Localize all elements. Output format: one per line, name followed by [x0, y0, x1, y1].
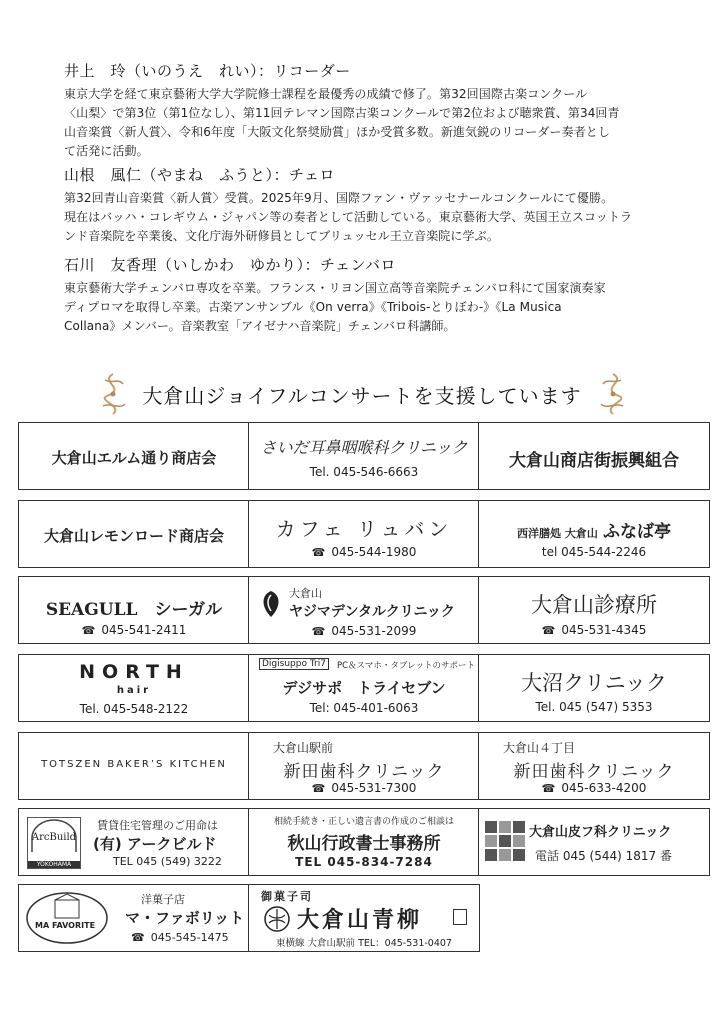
sponsor-tel: Tel. 045-546-6663: [309, 465, 419, 479]
sponsor-card-shoten: [478, 422, 710, 490]
sponsor-tel: TEL 045 (549) 3222: [113, 855, 222, 868]
sponsor-tel: ☎ 045-633-4200: [541, 781, 647, 795]
sponsor-area: 大倉山駅前: [273, 741, 334, 755]
sponsor-note: 相続手続き・正しい遺言書の作成のご相談は: [273, 817, 454, 827]
bio-text: 東京大学を経て東京藝術大学大学院修士課程を最優秀の成績で修了。第32回国際古楽コンクール 〈山梨〉で第3位（第1位なし）、第11回テレマン国際古楽コンクールで第2位および聴衆賞、第34回青 山音楽賞〈新人賞〉、令和6年度「大阪文化祭奨励賞」ほか受賞多数。新進気鋭のリコーダー奏者とし て活発に活動。: [64, 87, 620, 158]
sponsor-name: 大倉山エルム通り商店会: [51, 449, 217, 467]
sponsor-tel: ☎ 045-541-2411: [81, 623, 187, 637]
sponsor-name: (有) アークビルド: [93, 835, 217, 853]
sponsor-card-nitta1: [248, 732, 480, 800]
sponsor-name: マ・ファボリット: [125, 909, 245, 927]
sponsor-card-onuma: [478, 654, 710, 722]
sponsor-card-aoyagi: [248, 884, 480, 952]
sponsor-name: 大倉山レモンロード商店会: [43, 527, 224, 545]
checker-logo-icon: [485, 821, 525, 861]
sponsor-name: 大倉山青柳: [297, 907, 423, 933]
phone-icon: ☎: [541, 624, 556, 637]
seal-icon: [453, 909, 467, 925]
sponsor-tel: ☎ 045-545-1475: [131, 931, 229, 944]
phone-icon: ☎: [541, 782, 556, 795]
bio-heading: 井上 玲（いのうえ れい）：リコーダー: [64, 62, 351, 80]
sponsor-card-elm: [18, 422, 250, 490]
sponsor-footer: 東横線 大倉山駅前 TEL：045-531-0407: [276, 938, 452, 949]
bio-heading: 石川 友香理（いしかわ ゆかり）：チェンバロ: [64, 256, 397, 274]
phone-icon: ☎: [311, 782, 326, 795]
sponsor-name: TOTSZEN BAKER’S KITCHEN: [41, 759, 227, 770]
sponsor-prefix: 御菓子司: [261, 890, 313, 903]
phone-icon: ☎: [311, 625, 326, 638]
sponsor-name: 新田歯科クリニック: [513, 762, 675, 782]
favorite-logo-text: MA FAVORITE: [35, 921, 96, 930]
sponsor-name: デジサポ トライセブン: [282, 679, 446, 697]
sponsor-card-cafe: [248, 500, 480, 568]
sponsor-name: 西洋膳処 大倉山 ふなば亭: [517, 522, 671, 542]
sponsor-name: 新田歯科クリニック: [283, 762, 445, 782]
sponsor-card-yajima: [248, 576, 480, 644]
sponsor-name: カフェ リュバン: [275, 517, 453, 541]
sponsor-sub: hair: [116, 685, 152, 696]
sponsor-card-favorite: [18, 884, 250, 952]
sponsor-card-hifuka: [478, 808, 710, 876]
sponsor-area: 大倉山: [289, 587, 322, 600]
sponsor-tel: ☎ 045-531-2099: [311, 624, 417, 638]
sponsor-card-totszen: [18, 732, 250, 800]
sponsor-tel: ☎ 045-544-1980: [311, 545, 417, 559]
arcbuild-logo: ArcBuild YOKOHAMA: [27, 817, 81, 869]
ornament-flourish-icon: [593, 372, 633, 416]
sponsor-tel: Tel. 045-548-2122: [79, 702, 189, 716]
sponsor-card-lemon: [18, 500, 250, 568]
sponsor-name: さいだ耳鼻咽喉科クリニック: [260, 438, 468, 457]
bio-ishikawa: [64, 254, 664, 336]
sponsor-card-saida: [248, 422, 480, 490]
bio-text: 東京藝術大学チェンバロ専攻を卒業。フランス・リヨン国立高等音楽院チェンバロ科にて国家演奏家 ディプロマを取得し卒業。古楽アンサンブル《On verra》《Tribois-とりぼわ-》《La Musica Collana》メンバー。音楽教室「アイゼナハ音楽院」チェンバロ科講師。: [64, 281, 606, 333]
sponsor-label: 洋菓子店: [141, 893, 185, 906]
crest-logo-icon: [263, 905, 291, 933]
sponsor-name: NORTH: [79, 661, 189, 683]
bio-text: 第32回青山音楽賞〈新人賞〉受賞。2025年9月、国際ファン・ヴァッセナールコンクールにて優勝。 現在はバッハ・コレギウム・ジャパン等の奏者として活動している。東京藝術大学、英国王立スコットラ ンド音楽院を卒業後、文化庁海外研修員としてブリュッセル王立音楽院に学ぶ。: [64, 191, 633, 243]
sponsor-banner: [0, 372, 724, 416]
phone-icon: ☎: [311, 546, 326, 559]
sponsor-tel: ☎ 045-531-4345: [541, 623, 647, 637]
sponsor-name: 大倉山診療所: [531, 593, 657, 617]
sponsor-tel: TEL 045-834-7284: [295, 855, 433, 869]
sponsor-note: 賃貸住宅管理のご用命は: [97, 819, 218, 832]
sponsor-name: 大倉山商店街振興組合: [509, 451, 679, 471]
bio-heading: 山根 風仁（やまね ふうと）：チェロ: [64, 166, 336, 184]
sponsor-card-akiyama: [248, 808, 480, 876]
sponsor-tel: Tel: 045-401-6063: [309, 701, 419, 715]
phone-icon: ☎: [131, 931, 145, 944]
sponsor-card-seagull: [18, 576, 250, 644]
favorite-oval-logo-icon: [25, 891, 109, 945]
sponsor-card-funaba: [478, 500, 710, 568]
tooth-leaf-logo-icon: [259, 589, 283, 619]
sponsor-card-nitta2: [478, 732, 710, 800]
sponsor-card-north: [18, 654, 250, 722]
sponsor-tel: Tel. 045 (547) 5353: [535, 700, 653, 714]
sponsor-name: 大倉山皮フ科クリニック: [529, 825, 672, 840]
sponsor-card-arcbuild: [18, 808, 250, 876]
sponsor-name: SEAGULL シーガル: [45, 600, 223, 620]
phone-icon: ☎: [81, 624, 96, 637]
bio-inoue: [64, 60, 664, 161]
sponsor-tag: Digisuppo Tri7: [259, 658, 329, 670]
sponsor-area: 大倉山４丁目: [503, 741, 576, 755]
sponsor-tel: 電話 045 (544) 1817 番: [535, 849, 672, 863]
sponsor-name: 大沼クリニック: [521, 671, 667, 695]
banner-title: 大倉山ジョイフルコンサートを支援しています: [142, 384, 582, 408]
sponsor-note: PC＆スマホ・タブレットのサポート: [337, 661, 475, 671]
bio-yamane: [64, 164, 664, 246]
sponsor-card-shinryo: [478, 576, 710, 644]
sponsor-name: 秋山行政書士事務所: [287, 834, 441, 854]
sponsor-name: ヤジマデンタルクリニック: [289, 604, 455, 620]
sponsor-tel: ☎ 045-531-7300: [311, 781, 417, 795]
sponsor-card-digisuppo: [248, 654, 480, 722]
sponsor-tel: tel 045-544-2246: [541, 545, 647, 559]
